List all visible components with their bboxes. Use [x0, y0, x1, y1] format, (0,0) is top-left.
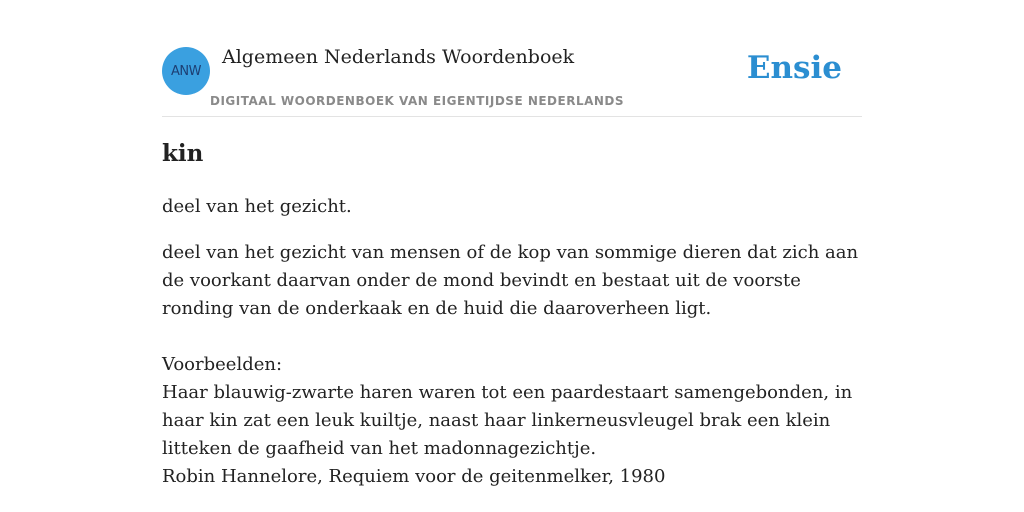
- examples-label: Voorbeelden:: [162, 354, 283, 375]
- headword: kin: [162, 140, 204, 167]
- ensie-brand-link[interactable]: Ensie: [746, 50, 842, 86]
- logo-text: ANW: [171, 63, 201, 79]
- example-text: Haar blauwig-zwarte haren waren tot een paardestaart samengebonden, in haar kin zat een leuk kuiltje, naast haar linkerneusvleugel brak een klein litteken de gaafheid van het madonnagezichtje.: [162, 382, 853, 459]
- site-header: [162, 40, 862, 117]
- short-definition: deel van het gezicht.: [162, 196, 352, 217]
- site-subtitle: DIGITAAL WOORDENBOEK VAN EIGENTIJDSE NEDERLANDS: [210, 94, 625, 108]
- entry-content: [162, 138, 862, 491]
- long-definition: deel van het gezicht van mensen of de kop van sommige dieren dat zich aan de voorkant daarvan onder de mond bevindt en bestaat uit de voorste ronding van de onderkaak en de huid die daaroverheen ligt.: [162, 242, 859, 319]
- example-source: Robin Hannelore, Requiem voor de geitenmelker, 1980: [162, 466, 666, 487]
- site-title[interactable]: Algemeen Nederlands Woordenboek: [222, 46, 575, 68]
- examples-section: [162, 351, 862, 491]
- anw-logo-icon[interactable]: [162, 47, 210, 95]
